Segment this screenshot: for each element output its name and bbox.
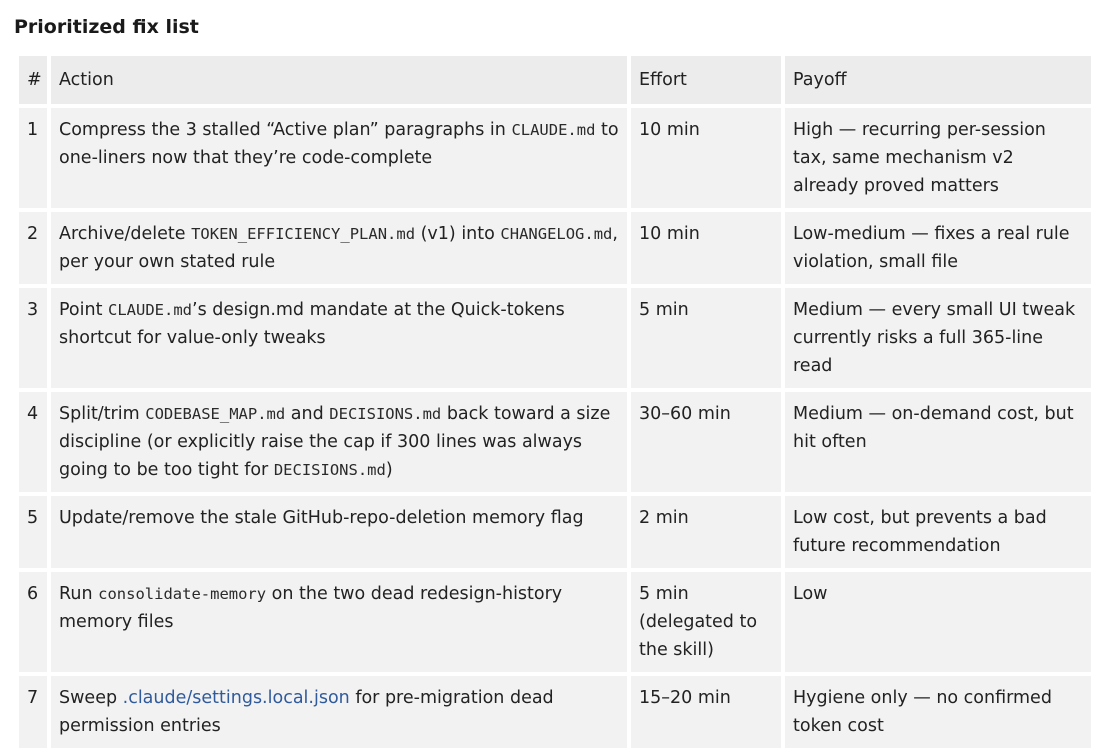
row-payoff: Low cost, but prevents a bad future recommendation bbox=[785, 496, 1091, 568]
code-filename: DECISIONS.md bbox=[329, 405, 442, 423]
row-number: 4 bbox=[19, 392, 47, 492]
row-effort: 10 min bbox=[631, 108, 781, 208]
code-filename: CODEBASE_MAP.md bbox=[145, 405, 286, 423]
table-row bbox=[19, 676, 1091, 748]
row-payoff: Low bbox=[785, 572, 1091, 672]
page-title: Prioritized fix list bbox=[14, 16, 199, 38]
row-action: Split/trim CODEBASE_MAP.md and DECISIONS.md back toward a size discipline (or explicitly raise the cap if 300 lines was always going to be too tight for DECISIONS.md) bbox=[51, 392, 627, 492]
row-number: 7 bbox=[19, 676, 47, 748]
row-number: 3 bbox=[19, 288, 47, 388]
code-filename: CLAUDE.md bbox=[511, 121, 596, 139]
row-effort: 5 min (delegated to the skill) bbox=[631, 572, 781, 672]
code-filename: CLAUDE.md bbox=[108, 301, 193, 319]
row-action: Run consolidate-memory on the two dead redesign-history memory files bbox=[51, 572, 627, 672]
row-effort: 15–20 min bbox=[631, 676, 781, 748]
code-filename: DECISIONS.md bbox=[273, 461, 386, 479]
code-filename: TOKEN_EFFICIENCY_PLAN.md bbox=[191, 225, 416, 243]
fix-list-table bbox=[15, 52, 1095, 752]
row-action: Sweep .claude/settings.local.json for pre-migration dead permission entries bbox=[51, 676, 627, 748]
row-payoff: Medium — every small UI tweak currently risks a full 365-line read bbox=[785, 288, 1091, 388]
row-action: Point CLAUDE.md’s design.md mandate at the Quick-tokens shortcut for value-only tweaks bbox=[51, 288, 627, 388]
row-effort: 30–60 min bbox=[631, 392, 781, 492]
row-effort: 2 min bbox=[631, 496, 781, 568]
table-row bbox=[19, 392, 1091, 492]
header-action: Action bbox=[51, 56, 627, 104]
row-effort: 5 min bbox=[631, 288, 781, 388]
file-path-link[interactable]: .claude/settings.local.json bbox=[122, 688, 350, 708]
row-effort: 10 min bbox=[631, 212, 781, 284]
row-number: 1 bbox=[19, 108, 47, 208]
table-row bbox=[19, 288, 1091, 388]
header-payoff: Payoff bbox=[785, 56, 1091, 104]
code-command: consolidate-memory bbox=[98, 585, 267, 603]
row-payoff: Medium — on-demand cost, but hit often bbox=[785, 392, 1091, 492]
row-payoff: Low-medium — fixes a real rule violation, small file bbox=[785, 212, 1091, 284]
table-row bbox=[19, 212, 1091, 284]
row-action: Compress the 3 stalled “Active plan” paragraphs in CLAUDE.md to one-liners now that they’re code-complete bbox=[51, 108, 627, 208]
row-action: Update/remove the stale GitHub-repo-deletion memory flag bbox=[51, 496, 627, 568]
header-num: # bbox=[19, 56, 47, 104]
row-payoff: High — recurring per-session tax, same mechanism v2 already proved matters bbox=[785, 108, 1091, 208]
code-filename: CHANGELOG.md bbox=[500, 225, 613, 243]
table-row bbox=[19, 496, 1091, 568]
table-header-row bbox=[19, 56, 1091, 104]
row-number: 5 bbox=[19, 496, 47, 568]
row-payoff: Hygiene only — no confirmed token cost bbox=[785, 676, 1091, 748]
row-number: 6 bbox=[19, 572, 47, 672]
row-number: 2 bbox=[19, 212, 47, 284]
table-row bbox=[19, 572, 1091, 672]
row-action: Archive/delete TOKEN_EFFICIENCY_PLAN.md (v1) into CHANGELOG.md, per your own stated rule bbox=[51, 212, 627, 284]
header-effort: Effort bbox=[631, 56, 781, 104]
table-row bbox=[19, 108, 1091, 208]
